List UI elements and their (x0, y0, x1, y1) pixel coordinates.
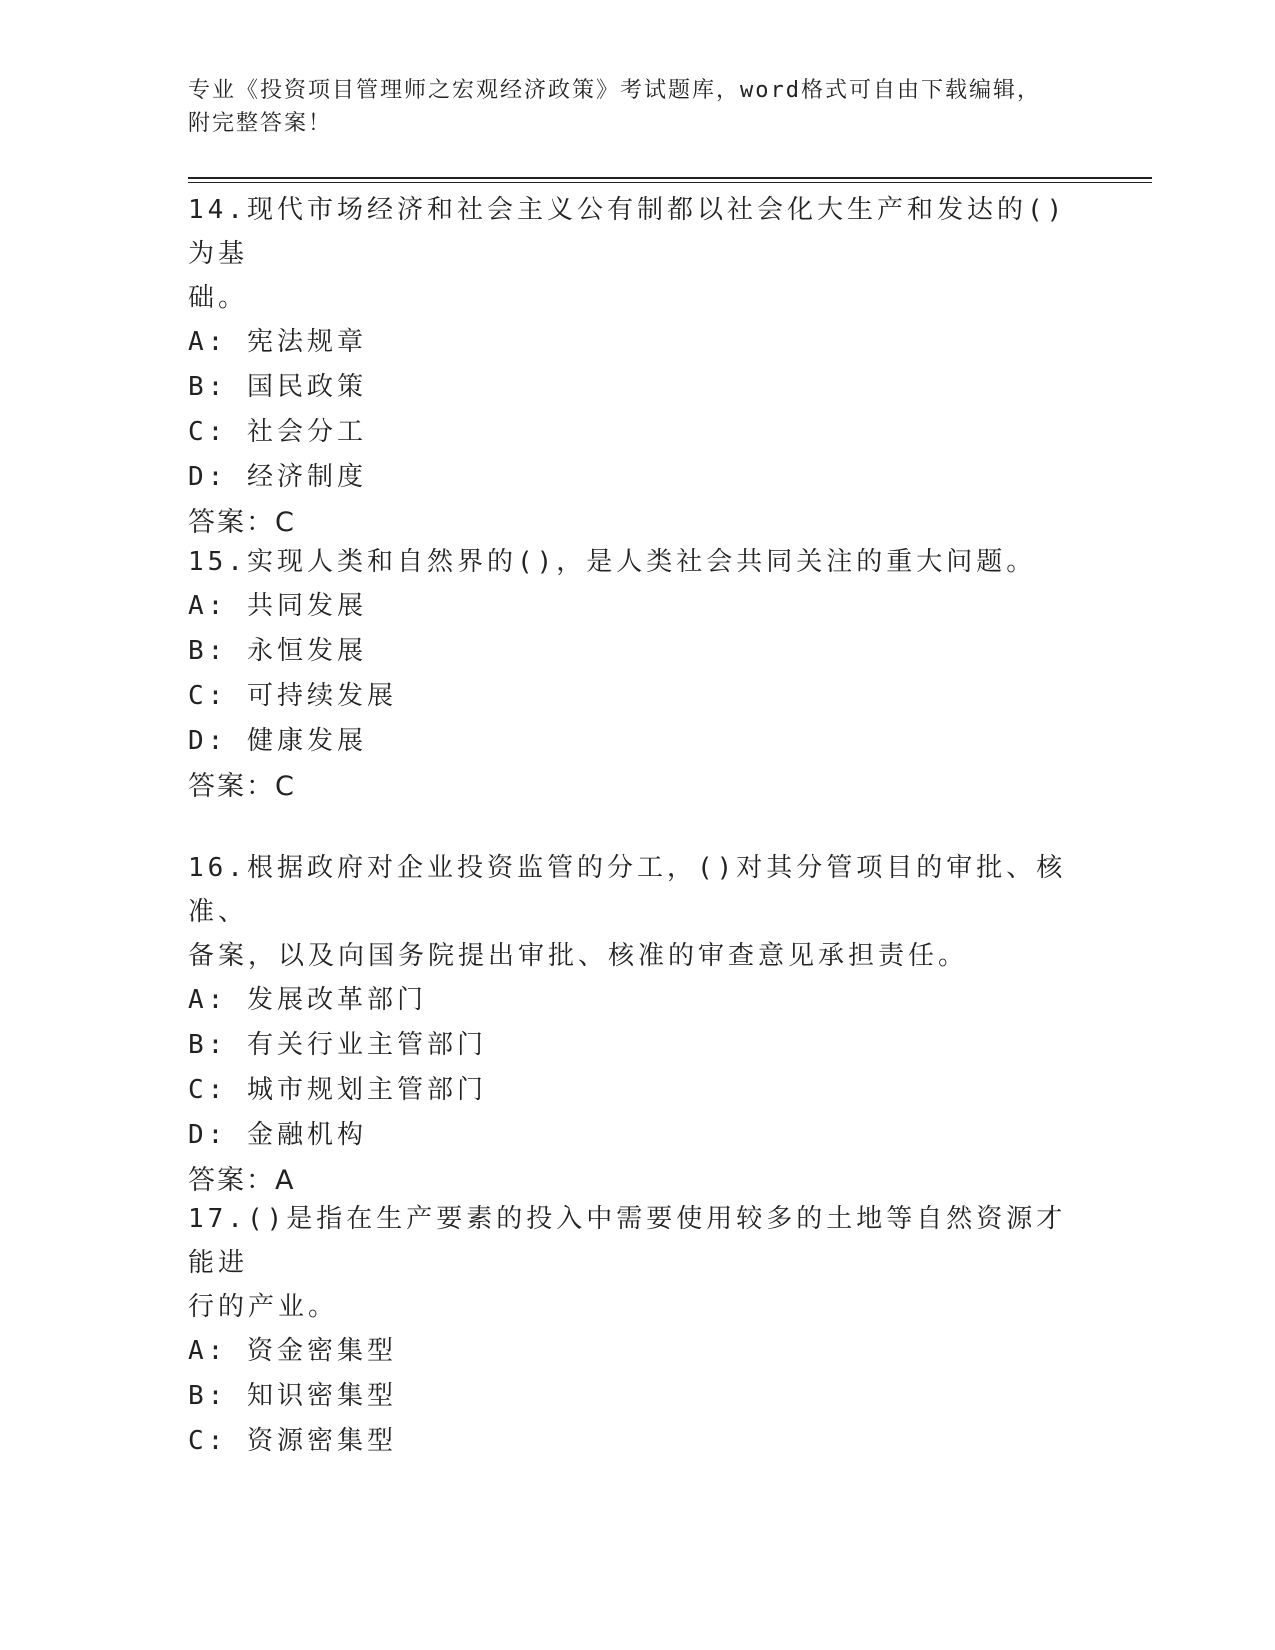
option-d: D: 金融机构 (188, 1120, 367, 1150)
header-divider-thick (188, 177, 1152, 179)
option-d: D: 经济制度 (188, 462, 367, 492)
option-c: C: 城市规划主管部门 (188, 1075, 487, 1105)
question-text-line-1: 14.现代市场经济和社会主义公有制都以社会化大生产和发达的()为基 (188, 195, 1067, 269)
question-text-line-2: 备案，以及向国务院提出审批、核准的审查意见承担责任。 (188, 941, 969, 971)
question-17 (188, 1197, 1088, 1464)
option-a: A: 宪法规章 (188, 327, 367, 357)
option-b: B: 国民政策 (188, 372, 367, 402)
header-line-1: 专业《投资项目管理师之宏观经济政策》考试题库，word格式可自由下载编辑， (188, 78, 1041, 103)
question-text-line-1: 17.()是指在生产要素的投入中需要使用较多的土地等自然资源才能进 (188, 1204, 1067, 1278)
option-c: C: 资源密集型 (188, 1426, 397, 1456)
answer: 答案：C (188, 507, 296, 538)
question-text-line-1: 15.实现人类和自然界的()，是人类社会共同关注的重大问题。 (188, 547, 1037, 577)
option-d: D: 健康发展 (188, 726, 367, 756)
header-line-2: 附完整答案！ (188, 111, 333, 136)
question-text-line-1: 16.根据政府对企业投资监管的分工，()对其分管项目的审批、核准、 (188, 853, 1067, 927)
question-15 (188, 540, 1088, 810)
option-b: B: 永恒发展 (188, 636, 367, 666)
question-14 (188, 188, 1088, 546)
question-text-line-2: 础。 (188, 283, 249, 313)
option-c: C: 社会分工 (188, 417, 367, 447)
option-a: A: 发展改革部门 (188, 985, 427, 1015)
answer: 答案：A (188, 1165, 296, 1196)
question-text-line-2: 行的产业。 (188, 1292, 339, 1322)
page-header (188, 74, 1088, 140)
option-a: A: 共同发展 (188, 591, 367, 621)
answer: 答案：C (188, 771, 296, 802)
question-16 (188, 846, 1088, 1204)
option-b: B: 有关行业主管部门 (188, 1030, 487, 1060)
option-b: B: 知识密集型 (188, 1381, 397, 1411)
option-c: C: 可持续发展 (188, 681, 397, 711)
option-a: A: 资金密集型 (188, 1336, 397, 1366)
header-divider-thin (188, 182, 1152, 183)
